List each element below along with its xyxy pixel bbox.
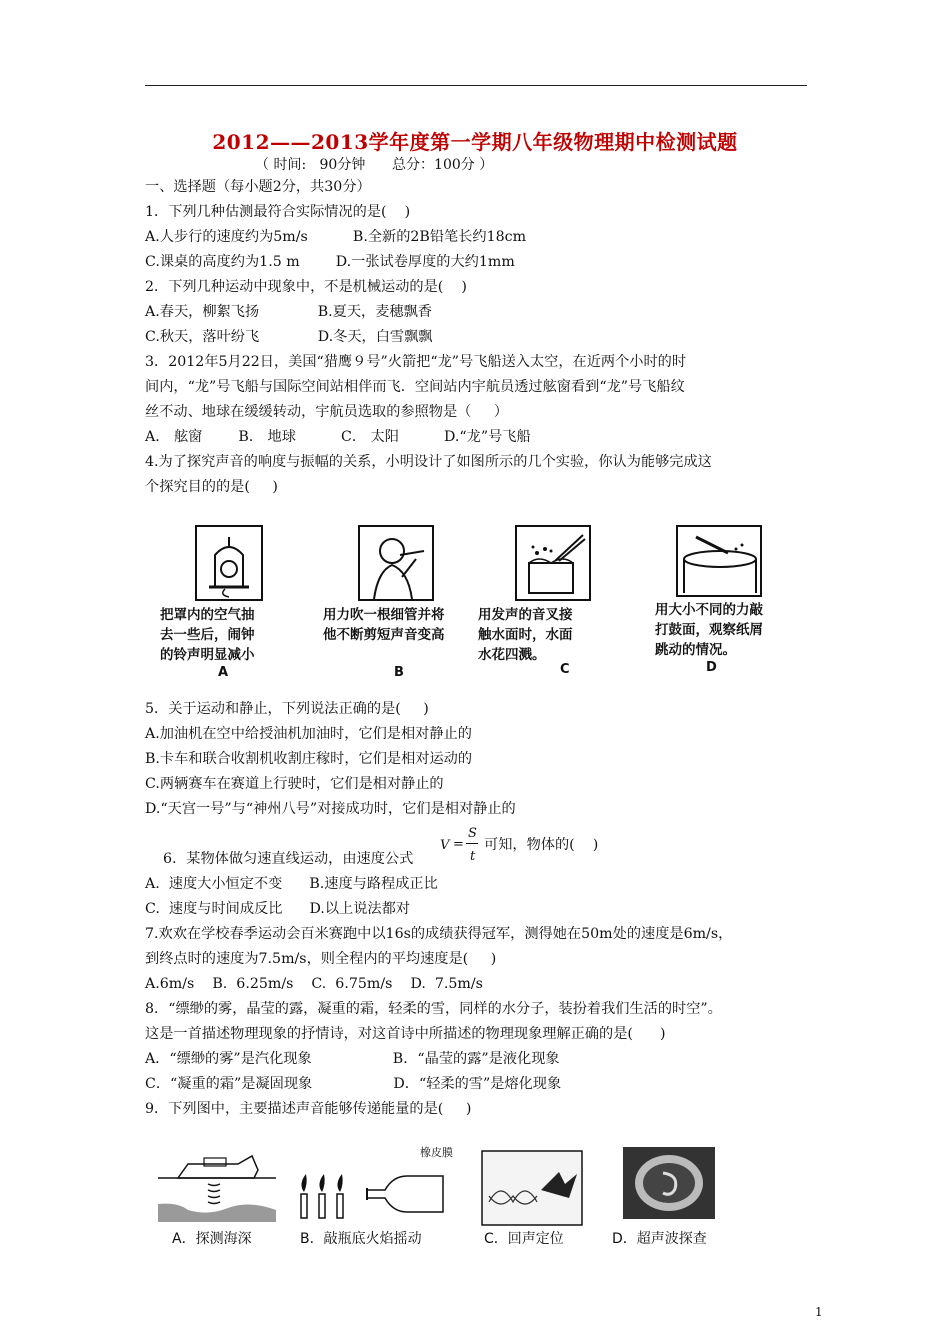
bell-jar-illustration — [195, 525, 263, 601]
caption-line: 跳动的情况。 — [655, 642, 736, 658]
q4-caption-b — [323, 605, 445, 645]
text-line: 间内，“龙”号飞船与国际空间站相伴而飞．空间站内宇航员透过舷窗看到“龙”号飞船纹 — [145, 379, 685, 395]
text-line: 到终点时的速度为7.5m/s，则全程内的平均速度是( ) — [145, 951, 497, 967]
caption-line: 用大小不同的力敲 — [655, 602, 763, 618]
fraction-bar — [466, 843, 478, 844]
header-rule — [145, 85, 807, 86]
rubber-membrane-label: 橡皮膜 — [420, 1146, 453, 1159]
q4-letter-d: D — [706, 660, 717, 675]
q9-caption-c: C．回声定位 — [484, 1231, 564, 1247]
text-line: C.两辆赛车在赛道上行驶时，它们是相对静止的 — [145, 776, 444, 792]
q9-caption-a: A．探测海深 — [172, 1231, 252, 1247]
caption-line: 用力吹一根细管并将 — [323, 607, 445, 623]
tuning-fork-water-illustration — [515, 525, 591, 601]
q9-figure-d — [623, 1147, 715, 1223]
text-line: C.课桌的高度约为1.5 m D.一张试卷厚度的大约1mm — [145, 254, 515, 270]
ship-sonar-illustration — [158, 1150, 276, 1224]
candle-bottle-illustration — [297, 1152, 457, 1222]
blowing-tube-illustration — [358, 525, 434, 601]
text-line: 9．下列图中，主要描述声音能够传递能量的是( ) — [145, 1101, 472, 1117]
text-line: A.春天，柳絮飞扬 B.夏天，麦穗飘香 — [145, 304, 432, 320]
text-line: 2．下列几种运动中现象中，不是机械运动的是( ) — [145, 279, 467, 295]
text-line: 5．关于运动和静止，下列说法正确的是( ) — [145, 701, 429, 717]
formula-numerator: S — [468, 826, 477, 841]
caption-line: 把罩内的空气抽 — [160, 607, 255, 623]
q9-figure-c — [481, 1150, 583, 1230]
formula-lhs: V — [440, 838, 450, 853]
q4-figure-c — [515, 525, 591, 605]
text-line: 一、选择题（每小题2分，共30分） — [145, 179, 371, 195]
caption-line: 触水面时，水面 — [478, 627, 573, 643]
text-line: 8．“缥缈的雾，晶莹的露，凝重的霜，轻柔的雪，同样的水分子，装扮着我们生活的时空”。 — [145, 1001, 722, 1017]
q4-caption-c — [478, 605, 573, 665]
text-line: D.“天宫一号”与“神州八号”对接成功时，它们是相对静止的 — [145, 801, 516, 817]
q4-figure-d — [676, 525, 762, 601]
text-line: C. 速度与时间成反比 D.以上说法都对 — [145, 901, 410, 917]
text-line: 3．2012年5月22日，美国“猎鹰９号”火箭把“龙”号飞船送入太空，在近两个小时的时 — [145, 354, 687, 370]
page-number: 1 — [815, 1305, 823, 1319]
q4-letter-b: B — [394, 665, 404, 680]
bat-echolocation-illustration — [481, 1150, 583, 1226]
caption-line: 水花四溅。 — [478, 647, 546, 663]
text-line: 1．下列几种估测最符合实际情况的是( ) — [145, 204, 411, 220]
page-title: 2012——2013学年度第一学期八年级物理期中检测试题 — [212, 130, 738, 154]
text-line: C．“凝重的霜”是凝固现象 D．“轻柔的雪”是熔化现象 — [145, 1076, 562, 1092]
formula-denominator: t — [470, 849, 476, 864]
text-line: 这是一首描述物理现象的抒情诗，对这首诗中所描述的物理现象理解正确的是( ) — [145, 1026, 666, 1042]
caption-line: 他不断剪短声音变高 — [323, 627, 445, 643]
caption-line: 的铃声明显减小 — [160, 647, 255, 663]
q6-text-before: 6．某物体做匀速直线运动，由速度公式 — [163, 851, 414, 868]
q4-figure-a — [195, 525, 263, 605]
q6-line — [145, 838, 413, 881]
caption-line: 去一些后，闹钟 — [160, 627, 255, 643]
q6-text-after: 可知，物体的( ) — [484, 837, 599, 853]
drum-illustration — [676, 525, 762, 597]
text-line: 个探究目的的是( ) — [145, 479, 278, 495]
q9-caption-d: D．超声波探查 — [612, 1231, 707, 1247]
q4-letter-c: C — [560, 662, 570, 677]
q4-caption-d — [655, 600, 763, 660]
caption-line: 打鼓面，观察纸屑 — [655, 622, 763, 638]
ultrasound-scan-illustration — [623, 1147, 715, 1219]
text-line: A. 速度大小恒定不变 B.速度与路程成正比 — [145, 876, 438, 892]
text-line: A． 舷窗 B． 地球 C． 太阳 D.“龙”号飞船 — [145, 429, 531, 445]
text-line: 丝不动、地球在缓缓转动，宇航员选取的参照物是（ ） — [145, 404, 509, 420]
caption-line: 用发声的音叉接 — [478, 607, 573, 623]
text-line: C.秋天，落叶纷飞 D.冬天，白雪飘飘 — [145, 329, 433, 345]
text-line: 7.欢欢在学校春季运动会百米赛跑中以16s的成绩获得冠军，测得她在50m处的速度是6m/s， — [145, 926, 733, 942]
text-line: A.6m/s B. 6.25m/s C. 6.75m/s D. 7.5m/s — [145, 976, 483, 992]
q4-letter-a: A — [218, 665, 229, 680]
text-line: 4.为了探究声音的响度与振幅的关系，小明设计了如图所示的几个实验，你认为能够完成这 — [145, 454, 712, 470]
q9-figure-a — [158, 1150, 276, 1228]
q9-caption-b: B．敲瓶底火焰摇动 — [300, 1231, 422, 1247]
formula-equals: = — [453, 837, 464, 852]
text-line: A.人步行的速度约为5m/s B.全新的2B铅笔长约18cm — [145, 229, 527, 245]
q4-caption-a — [160, 605, 255, 665]
text-line: A．“缥缈的雾”是汽化现象 B．“晶莹的露”是液化现象 — [145, 1051, 560, 1067]
q4-figure-b — [358, 525, 434, 605]
text-line: B.卡车和联合收割机收割庄稼时，它们是相对运动的 — [145, 751, 473, 767]
exam-subtitle: （ 时间: 90分钟 总分：100分 ） — [255, 157, 494, 173]
q9-figure-b — [297, 1152, 457, 1226]
text-line: A.加油机在空中给授油机加油时，它们是相对静止的 — [145, 726, 472, 742]
